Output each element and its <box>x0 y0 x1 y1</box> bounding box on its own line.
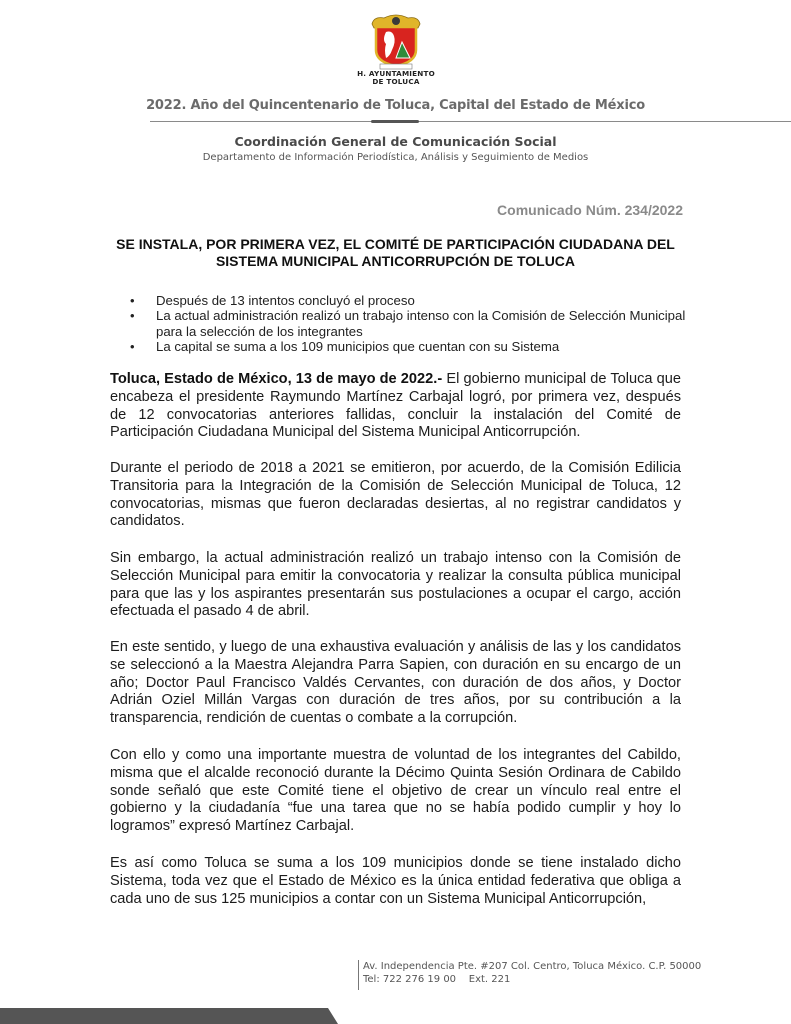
header-divider-accent <box>371 120 419 123</box>
organization-name-line-1: H. AYUNTAMIENTO <box>357 69 435 78</box>
bullet-item: • La capital se suma a los 109 municipios que cuentan con su Sistema <box>130 339 690 354</box>
paragraph-lead-text: El gobierno municipal de Toluca que encabeza el presidente Raymundo Martínez Carbajal logró, por primera vez, después de 12 convocatorias anteriores fallidas, concluir la instalación del Comité de Participación Ciudadana Municipal del Sistema Municipal Anticorrupción. <box>110 371 681 441</box>
footer-address: Av. Independencia Pte. #207 Col. Centro, Toluca México. C.P. 50000 <box>363 961 702 972</box>
department-title: Coordinación General de Comunicación Social <box>234 134 557 149</box>
paragraph: Con ello y como una importante muestra de voluntad de los integrantes del Cabildo, misma que el alcalde reconoció durante la Décimo Quinta Sesión Ordinara de Cabildo sonde señaló que este Comité tiene el objetivo de crear un vínculo real entre el gobierno y la ciudadanía “fue una tarea que no se había podido cumplir y hoy lo logramos” expresó Martínez Carbajal. <box>110 747 681 835</box>
paragraph: En este sentido, y luego de una exhaustiva evaluación y análisis de las y los candidatos se seleccionó a la Maestra Alejandra Parra Sapien, con duración en su encargo de un año; Doctor Paul Francisco Valdés Cervantes, con duración de dos años, y Doctor Adrián Oziel Millán Vargas con duración de tres años, por su contribución a la transparencia, rendición de cuentas o combate a la corrupción. <box>110 639 681 727</box>
footer-decorative-band <box>0 1008 338 1024</box>
press-release-number: Comunicado Núm. 234/2022 <box>497 202 683 218</box>
toluca-coat-of-arms-icon <box>366 14 426 72</box>
footer-divider <box>358 960 359 990</box>
footer-phone: Tel: 722 276 19 00 Ext. 221 <box>363 974 511 985</box>
headline: SE INSTALA, POR PRIMERA VEZ, EL COMITÉ DE PARTICIPACIÓN CIUDADANA DEL SISTEMA MUNICIPAL ANTICORRUPCIÓN DE TOLUCA <box>116 236 675 269</box>
organization-name-line-2: DE TOLUCA <box>372 77 420 86</box>
paragraph: Durante el periodo de 2018 a 2021 se emitieron, por acuerdo, de la Comisión Edilicia Transitoria para la Integración de la Comisión de Selección Municipal de Toluca, 12 convocatorias, mismas que fueron declaradas desiertas, al no registrar candidatos y candidatos. <box>110 460 681 530</box>
organization-name <box>330 70 462 86</box>
paragraph: Sin embargo, la actual administración realizó un trabajo intenso con la Comisión de Selección Municipal para emitir la convocatoria y realizar la consulta pública municipal para que las y los aspirantes presentarán sus postulaciones a ocupar el cargo, acción efectuada el pasado 4 de abril. <box>110 550 681 620</box>
paragraph: Es así como Toluca se suma a los 109 municipios donde se tiene instalado dicho Sistema, toda vez que el Estado de México es la única entidad federativa que obliga a cada uno de sus 125 municipios a contar con un Sistema Municipal Anticorrupción, <box>110 855 681 907</box>
footer-contact <box>363 960 701 986</box>
header-divider <box>150 121 791 122</box>
dateline: Toluca, Estado de México, 13 de mayo de 2022.- <box>110 371 443 387</box>
bullet-item: • La actual administración realizó un trabajo intenso con la Comisión de Selección Municipal para la selección de los integrantes <box>130 308 690 339</box>
department-subtitle: Departamento de Información Periodística, Análisis y Seguimiento de Medios <box>202 152 589 163</box>
summary-bullets <box>130 293 690 355</box>
paragraph-lead <box>110 371 681 442</box>
bullet-item: • Después de 13 intentos concluyó el proceso <box>130 293 690 308</box>
year-motto: 2022. Año del Quincentenario de Toluca, Capital del Estado de México <box>146 98 645 113</box>
